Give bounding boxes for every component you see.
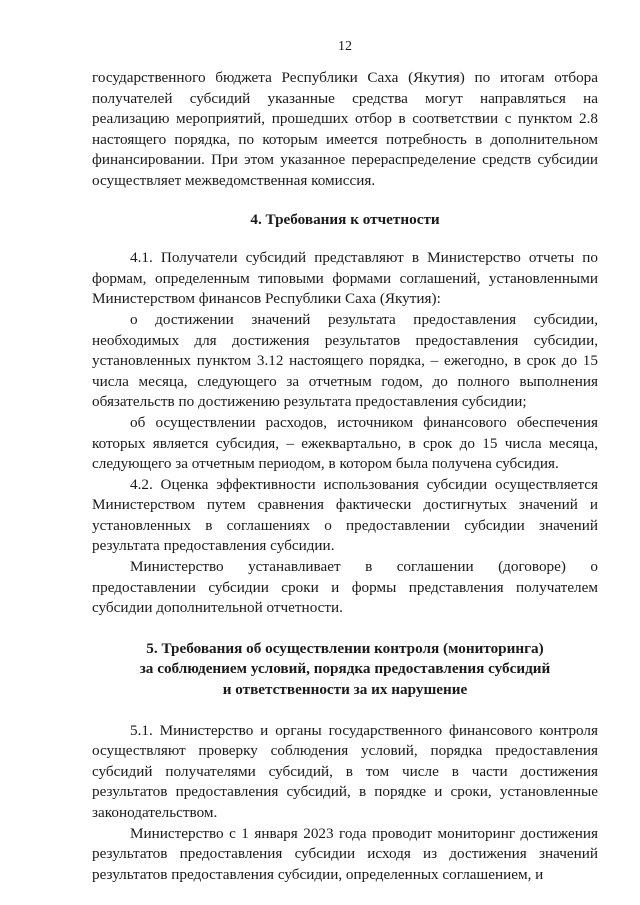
section-5-title-line: за соблюдением условий, порядка предоставления субсидий (139, 660, 551, 678)
section-4-paragraph: 4.2. Оценка эффективности использования субсидии осуществляется Министерством путем сравнения фактически достигнутых значений и установленных в соглашениях о предоставлении субсидии значений результата предоставления субсидии. (92, 475, 598, 555)
section-4-paragraph: о достижении значений результата предоставления субсидии, необходимых для достижения результатов предоставления субсидии, установленных пунктом 3.12 настоящего порядка, – ежегодно, в срок до 15 числа месяца, следующего за отчетным годом, до полного выполнения обязательств по достижению результата предоставления субсидии; (92, 310, 598, 411)
section-4-paragraph: 4.1. Получатели субсидий представляют в Министерство отчеты по формам, определенным типовыми формами соглашений, установленными Министерством финансов Республики Саха (Якутия): (92, 249, 598, 308)
section-5-paragraph: 5.1. Министерство и органы государственного финансового контроля осуществляют проверку соблюдения условий, порядка предоставления субсидий получателями субсидий, в том числе в части достижения результатов предоставления субсидий, в порядке и сроки, установленные законодательством. (92, 721, 598, 821)
paragraph-continuation: государственного бюджета Республики Саха (Якутия) по итогам отбора получателей субсидий указанные средства могут направляться на реализацию мероприятий, прошедших отбор в соответствии с пунктом 2.8 настоящего порядка, по которым имеется потребность в дополнительном финансировании. При этом указанное перераспределение средств субсидии осуществляет межведомственная комиссия. (92, 69, 598, 189)
section-5-title-line: 5. Требования об осуществлении контроля (мониторинга) (146, 639, 544, 657)
section-5-title (92, 639, 598, 701)
section-4-paragraph: об осуществлении расходов, источником финансового обеспечения которых является субсидия, – ежеквартально, в срок до 15 числа месяца, следующего за отчетным периодом, в котором была получена субсидия. (92, 413, 598, 473)
section-5-title-line: и ответственности за их нарушение (222, 681, 468, 699)
section-4-paragraph: Министерство устанавливает в соглашении (договоре) о предоставлении субсидии сроки и формы представления получателем субсидии дополнительной отчетности. (92, 558, 598, 617)
section-4-title: 4. Требования к отчетности (250, 210, 440, 228)
section-5-paragraph: Министерство с 1 января 2023 года проводит мониторинг достижения результатов предоставления субсидии исходя из достижения значений результатов предоставления субсидии, определенных соглашением, и (92, 824, 598, 883)
page-number: 12 (338, 39, 352, 54)
